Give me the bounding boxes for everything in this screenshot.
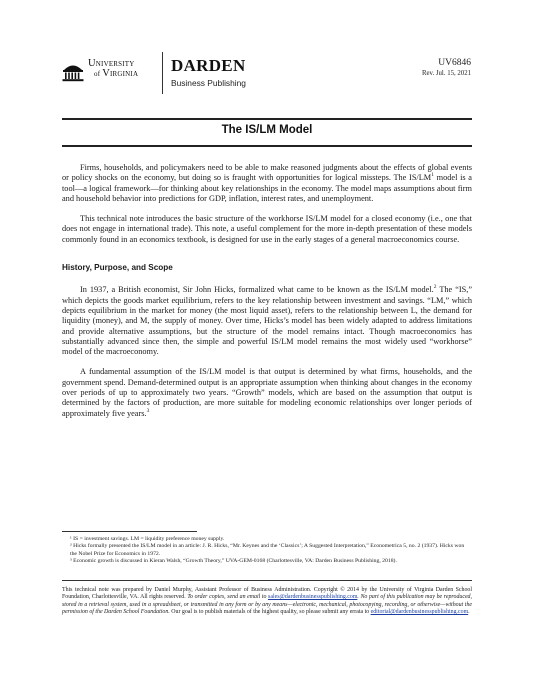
footnote-2: ² Hicks formally presented the IS/LM model in an article: J. R. Hicks, “Mr. Keynes and the ‘Classics’; A Suggested Interpretation,” Econometrica 5, no. 2 (1937). Hicks won the Nobel Prize for Economics in 1972. bbox=[70, 543, 465, 557]
darden-subtitle: Business Publishing bbox=[171, 78, 246, 88]
document-body bbox=[62, 163, 472, 429]
title-rule-bottom bbox=[62, 145, 472, 147]
uva-line-1: University bbox=[88, 58, 135, 69]
credit-text-4: Our goal is to publish materials of the highest quality, so please submit any errata to bbox=[169, 609, 371, 616]
credit-text-3: . No part of this publication may be reproduced, stored in a retrieval system, used in a spreadsheet, or transmitted in any form or by any means—electronic, mechanical, photocopying, recording, or otherwise—without the permission of the Darden School Foundation. bbox=[62, 594, 472, 616]
paragraph-4 bbox=[62, 367, 472, 418]
logo-divider bbox=[162, 52, 163, 94]
footnotes bbox=[62, 536, 472, 565]
credit-text-2: To order copies, send an email to bbox=[187, 594, 269, 601]
paragraph-1 bbox=[62, 163, 472, 204]
footnote-rule bbox=[62, 531, 197, 532]
footnote-ref-2: 2 bbox=[433, 284, 437, 291]
document-meta bbox=[422, 58, 471, 79]
credit-rule bbox=[62, 580, 472, 581]
darden-name: DARDEN bbox=[171, 56, 246, 75]
rotunda-icon bbox=[62, 62, 84, 82]
uva-of: of bbox=[94, 70, 103, 78]
uva-logo bbox=[62, 56, 154, 90]
footnote-1: ¹ IS = investment savings. LM = liquidity preference money supply. bbox=[70, 536, 225, 542]
uva-line-2: of Virginia bbox=[94, 68, 139, 79]
revision-date: Rev. Jul. 15, 2021 bbox=[421, 70, 471, 77]
darden-logo bbox=[171, 58, 246, 88]
paragraph-1-text-a: Firms, households, and policymakers need to be able to make reasoned judgments about the effects of global events or policy shocks on the economy, but doing so is fraught with opportunities for logical missteps. The IS/LM bbox=[62, 163, 472, 183]
footnote-ref-3: 3 bbox=[146, 407, 150, 414]
footnote-3: ³ Economic growth is discussed in Kieran Walsh, “Growth Theory,” UVA-GEM-0168 (Charlottesville, VA: Darden Business Publishing, 2018). bbox=[70, 557, 397, 564]
paragraph-3-text-a: In 1937, a British economist, Sir John Hicks, formalized what came to be known as the IS/LM model. bbox=[80, 285, 434, 295]
document-title: The IS/LM Model bbox=[221, 124, 313, 136]
uva-wordmark bbox=[88, 59, 138, 79]
paragraph-2: This technical note introduces the basic structure of the workhorse IS/LM model for a closed economy (i.e., one that does not engage in international trade). This note, a useful complement for the more in-depth presentation of these models commonly found in an economics textbook, is designed for use in the early stages of a general macroeconomics course. bbox=[62, 214, 472, 244]
paragraph-3 bbox=[62, 285, 472, 357]
editorial-email-link[interactable]: editorial@dardenbusinesspublishing.com bbox=[370, 609, 469, 616]
footnote-ref-1: 1 bbox=[431, 172, 434, 179]
section-heading: History, Purpose, and Scope bbox=[62, 263, 173, 273]
credit-text-5: . bbox=[468, 609, 470, 616]
page-header bbox=[62, 52, 472, 98]
credit-text-1: This technical note was prepared by Daniel Murphy, Assistant Professor of Business Administration. Copyright © 2014 by the University of Virginia Darden School Foundation, Charlottesville, VA. All rights reserved. bbox=[62, 587, 472, 601]
title-rule-top bbox=[62, 118, 472, 120]
sales-email-link[interactable]: sales@dardenbusinesspublishing.com bbox=[268, 594, 358, 601]
paragraph-4-text: A fundamental assumption of the IS/LM model is that output is determined by what firms, households, and the government spend. Demand-determined output is an appropriate assumption when thinking about changes in the economy over periods of up to approximately two years. “Growth” models, which are based on the assumption that output is determined by the factors of production, are more suitable for modeling economic relationships over longer periods of approximately five years. bbox=[62, 367, 472, 418]
paragraph-3-text-b: The “IS,” which depicts the goods market equilibrium, refers to the key relationship between investment and savings. “LM,” which depicts equilibrium in the market for money (the most liquid asset), refers to the relationship between L, the demand for liquidity (money), and M, the supply of money. Over time, Hicks’s model has been widely adapted to address limitations and provide alternative assumptions, but the structure of the model remains intact. Though macroeconomics has substantially advanced since then, the simple and powerful IS/LM model remains the most widely used “workhorse” model of the macroeconomy. bbox=[62, 285, 473, 357]
paragraph-1-text-b: model is a tool—a logical framework—for thinking about key relationships in the economy. The model maps assumptions about firm and household behavior into predictions for GDP, inflation, interest rates, and unemployment. bbox=[62, 173, 472, 203]
document-code: UV6846 bbox=[438, 58, 471, 68]
copyright-notice bbox=[62, 587, 472, 617]
